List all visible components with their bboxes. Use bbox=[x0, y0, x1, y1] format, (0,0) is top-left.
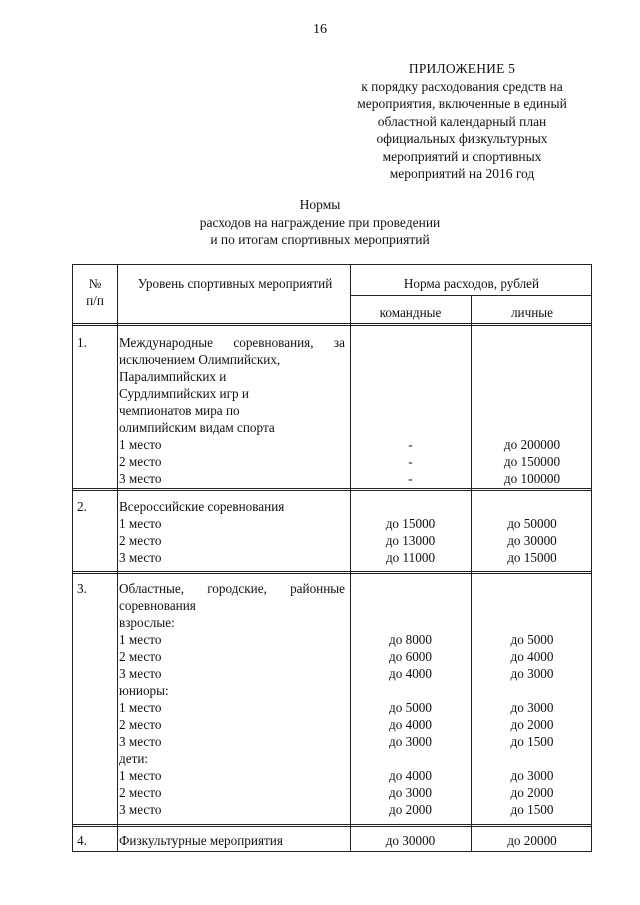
appendix-line: мероприятия, включенные в единый bbox=[357, 96, 567, 111]
table-divider bbox=[350, 295, 592, 296]
row-team-values: до 30000 bbox=[385, 833, 436, 848]
norms-heading-line: Нормы bbox=[299, 197, 341, 212]
table-divider bbox=[73, 325, 592, 326]
row-level: Международные соревнования, за исключением Олимпийских, Паралимпийских и Сурдлимпийских игр и чемпионатов мира по олимпийским видам спорта 1 место 2 место 3 место bbox=[119, 335, 345, 486]
norms-heading-line: и по итогам спортивных мероприятий bbox=[210, 232, 430, 247]
page-number: 16 bbox=[313, 22, 327, 37]
appendix-block bbox=[320, 60, 604, 183]
appendix-line: мероприятий на 2016 год bbox=[389, 166, 535, 181]
row-team-values: до 8000 до 6000 до 4000 до 5000 до 4000 до 3000 до 4000 до 3000 до 2000 bbox=[389, 632, 432, 817]
table-divider bbox=[73, 573, 592, 574]
norms-table bbox=[72, 264, 592, 852]
norms-heading bbox=[0, 196, 640, 249]
row-level: Всероссийские соревнования 1 место 2 место 3 место bbox=[119, 499, 285, 565]
header-individual: личные bbox=[510, 305, 554, 320]
header-level: Уровень спортивных мероприятий bbox=[137, 276, 333, 291]
row-individual-values: до 20000 bbox=[507, 833, 557, 848]
table-divider bbox=[73, 488, 592, 489]
appendix-line: областной календарный план bbox=[377, 113, 547, 129]
table-divider bbox=[73, 490, 592, 491]
table-divider bbox=[73, 824, 592, 825]
table-divider bbox=[73, 571, 592, 572]
row-team-values: - - - bbox=[408, 437, 413, 486]
header-num: № п/п bbox=[86, 276, 104, 308]
row-individual-values: до 50000 до 30000 до 15000 bbox=[507, 516, 557, 565]
row-individual-values: до 5000 до 4000 до 3000 до 3000 до 2000 до 1500 до 3000 до 2000 до 1500 bbox=[510, 632, 554, 817]
row-number: 2. bbox=[77, 499, 87, 514]
row-level: Физкультурные мероприятия bbox=[119, 833, 283, 848]
table-divider bbox=[73, 826, 592, 827]
table-divider bbox=[117, 265, 118, 852]
row-number: 4. bbox=[77, 833, 87, 848]
row-number: 3. bbox=[77, 581, 87, 596]
row-level: Областные, городские, районные соревнования взрослые: 1 место 2 место 3 место юниоры: 1 место 2 место 3 место дети: 1 место 2 место 3 место bbox=[119, 581, 345, 817]
table-divider bbox=[73, 323, 592, 324]
appendix-line: официальных физкультурных bbox=[376, 131, 548, 146]
appendix-line: к порядку расходования средств на bbox=[361, 78, 563, 94]
norms-heading-line: расходов на награждение при проведении bbox=[199, 214, 441, 230]
appendix-line: мероприятий и спортивных bbox=[382, 148, 542, 164]
row-number: 1. bbox=[77, 335, 87, 350]
row-team-values: до 15000 до 13000 до 11000 bbox=[385, 516, 436, 565]
appendix-title: ПРИЛОЖЕНИЕ 5 bbox=[408, 61, 516, 76]
header-team: командные bbox=[379, 305, 442, 320]
header-norm: Норма расходов, рублей bbox=[403, 276, 540, 291]
row-individual-values: до 200000 до 150000 до 100000 bbox=[503, 437, 561, 486]
